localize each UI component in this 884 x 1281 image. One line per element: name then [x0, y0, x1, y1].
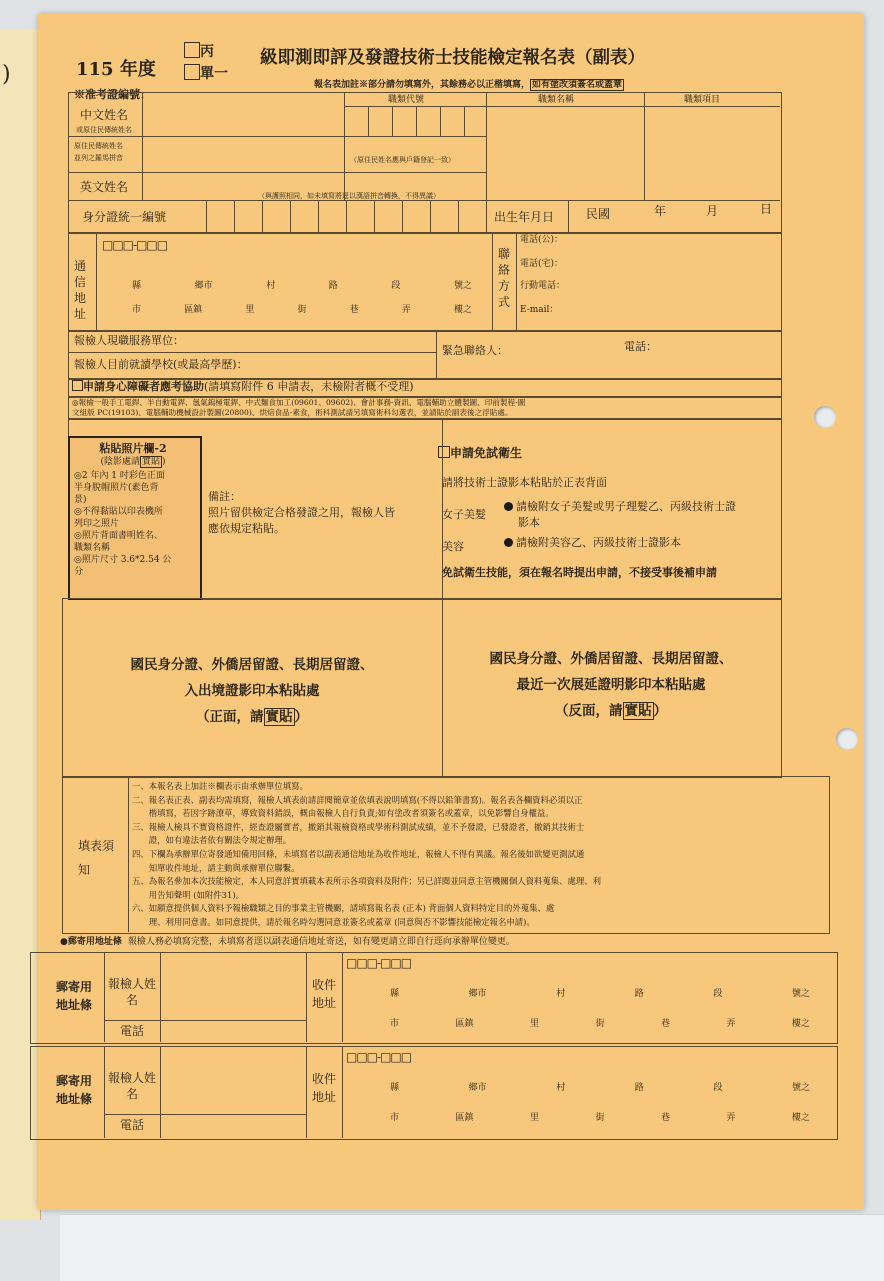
mailing-header: ●郵寄用地址條 報檢人務必填寫完整，未填寫者逕以副表通信地址寄送，如有變更請立即自行逕向承辦單位變更。: [60, 937, 515, 947]
page-bottom-margin: [60, 1214, 884, 1281]
mailing-strip-2-phone-label: 電話: [119, 1118, 144, 1132]
hygiene-beauty-label: 美容: [442, 540, 464, 553]
adjacent-page-paren: ): [2, 62, 11, 87]
id-back-line-2: 最近一次展延證明影印本粘貼處: [516, 677, 706, 693]
mailing-strip-2-postal[interactable]: □□□-□□□: [346, 1050, 412, 1064]
birth-date-label: 出生年月日: [494, 210, 555, 224]
birth-date-input[interactable]: [624, 202, 774, 230]
hygiene-checkbox[interactable]: [438, 446, 450, 458]
photo-remark-line-2: 應依規定粘貼。: [208, 522, 285, 535]
chinese-name-label: 中文姓名: [80, 108, 129, 122]
option-c[interactable]: 丙: [184, 42, 214, 62]
stamp-note: 如有塗改須簽名或蓋章: [532, 80, 623, 90]
ticket-number-label: ※准考證編號：: [74, 88, 151, 101]
id-front-line-1: 國民身分證、外僑居留證、長期居留證、: [130, 657, 374, 673]
mailing-strip-2-row-1: 縣 鄉市 村 路 段 號之: [390, 1083, 810, 1093]
address-postal-boxes[interactable]: □□□-□□□: [102, 238, 168, 252]
disability-checkbox[interactable]: [72, 380, 83, 391]
mailing-strip-1-recv-label: 收件地址: [311, 978, 336, 1010]
contact-input[interactable]: [594, 234, 774, 324]
photo-instructions: ◎2 年內 1 吋彩色正面 半身脫帽照片(素色背 景) ◎不得黏貼以印表機所 列印之照片 ◎照片背面書明姓名、 職類名稱 ◎照片尺寸 3.6*2.54 公 分: [74, 471, 172, 577]
id-number-input[interactable]: [208, 202, 484, 230]
id-front-line-3: （正面，請 實貼 ）: [196, 709, 308, 725]
mailing-strip-1-postal[interactable]: □□□-□□□: [346, 956, 412, 970]
computer-note-line-1: ◎報檢一般手工電銲、半自動電銲、氬氣鎢極電銲、中式麵食加工(09601、09602)、會計事務-資訊、電腦輔助立體製圖、印前製程-圖: [72, 398, 526, 407]
birth-year-label: 年: [654, 204, 667, 218]
email-label: E-mail：: [520, 305, 559, 315]
mobile-label: 行動電話：: [520, 281, 566, 291]
mailing-strip-2-label: 郵寄用地址條: [55, 1074, 92, 1106]
employer-input[interactable]: [204, 332, 432, 350]
job-code-header: 職類代號: [388, 95, 425, 105]
disability-option[interactable]: 申請身心障礙者應考協助(請填寫附件 6 申請表，未檢附者概不受理): [72, 380, 414, 394]
mailing-strip-2-recv-label: 收件地址: [311, 1072, 336, 1104]
mailing-strip-1-row-1: 縣 鄉市 村 路 段 號之: [390, 989, 810, 999]
id-number-label: 身分證統一編號: [82, 210, 167, 224]
mailing-strip-1-row-2: 市 區鎮 里 街 巷 弄 樓之: [390, 1019, 810, 1029]
mailing-strip-1-phone-input[interactable]: [162, 1022, 304, 1040]
english-name-label: 英文姓名: [80, 180, 129, 194]
mailing-strip-1-label: 郵寄用地址條: [55, 980, 92, 1012]
option-c-checkbox[interactable]: [184, 42, 200, 58]
bullet-icon: [504, 538, 513, 547]
address-row-1: 縣 鄉市 村 路 段 號之: [132, 281, 472, 291]
header-note: 報名表加註※部分請勿填寫外，其餘務必以正楷填寫， 如有塗改須簽名或蓋章: [314, 80, 623, 90]
birth-era-label: 民國: [586, 207, 611, 221]
mailing-strip-1-name-input[interactable]: [162, 954, 304, 1018]
mailing-strip-2-name-input[interactable]: [162, 1048, 304, 1112]
photo-subtitle: (陰影處請 實貼 ): [100, 457, 166, 467]
indigenous-name-input[interactable]: [146, 138, 482, 170]
mailing-strip-1-phone-label: 電話: [119, 1024, 144, 1038]
option-single-checkbox[interactable]: [184, 64, 200, 80]
instructions-label: 填表須知: [78, 839, 115, 877]
indigenous-roman-label: 並列之羅馬拼音: [74, 154, 123, 162]
punch-hole-bottom: [836, 728, 858, 750]
bullet-icon: [504, 502, 513, 511]
address-row-2: 市 區鎮 里 街 巷 弄 樓之: [132, 305, 472, 315]
emergency-phone-label: 電話：: [624, 340, 657, 353]
photo-remark-label: 備註：: [208, 490, 241, 503]
mailing-strip-2-name-label: 報檢人姓名: [108, 1071, 157, 1101]
emergency-contact-label: 緊急聯絡人：: [442, 344, 508, 357]
address-label: 通信地址: [74, 259, 87, 321]
instructions-list: 一、本報名表上加註※欄表示由承辦單位填寫。 二、報名表正表、副表均需填寫，報檢人填表前請詳閱簡章並依填表說明填寫(不得以鉛筆書寫)。報名表各欄資料必須以正 楷填寫，若因字跡潦草，導致資料錯誤，概由報檢人自行負責;如有塗改者須簽名或蓋章，以免影響自身權益。 三、報檢人檢具不實資格證件，經查證屬實者，撤銷其報檢資格或學術科測試成績，並不予發證，已發證者，撤銷其技術士 證，如有違法者依有關法令規定辦理。 四、下欄為承辦單位寄發通知備用回條，未填寫者以副表通信地址為收件地址，報檢人不得有異議。報名後如欲變更測試通 知單收件地址，請主動與承辦單位聯繫。 五、為報名參加本次技能檢定，本人同意詳實填載本表所示各項資料及附件；另已詳閱並同意主管機關個人資料蒐集、處理、利 用告知聲明 (如附件31)。 六、如願意提供個人資料予報檢職類之目的事業主管機關，請填寫報名表 (正本) 背面個人資料特定目的外蒐集、處 理、利用同意書。如同意提供，請於報名時勾選同意並簽名或蓋章 (同意與否不影響技能檢定報名申請)。: [132, 781, 601, 927]
phone-office-label: 電話(公)：: [520, 235, 564, 245]
application-form-sheet: [38, 14, 864, 1210]
address-input[interactable]: [100, 256, 488, 326]
phone-home-label: 電話(宅)：: [520, 259, 564, 269]
employer-label: 報檢人現職服務單位：: [74, 334, 184, 347]
chinese-name-input[interactable]: [146, 110, 340, 134]
birth-month-label: 月: [706, 204, 719, 218]
mailing-strip-1-name-label: 報檢人姓名: [108, 977, 157, 1007]
birth-day-label: 日: [760, 202, 773, 216]
photo-title: 粘貼照片欄-2: [99, 442, 167, 455]
hygiene-hair-text-2: 影本: [518, 516, 540, 529]
hygiene-hair-text: 請檢附女子美髮或男子理髮乙、丙級技術士證: [504, 500, 736, 514]
english-name-input[interactable]: [146, 174, 482, 198]
punch-hole-top: [814, 406, 836, 428]
id-front-line-2: 入出境證影印本粘貼處: [184, 683, 320, 699]
hygiene-beauty-text: 請檢附美容乙、丙級技術士證影本: [504, 536, 681, 550]
school-input[interactable]: [278, 356, 432, 374]
computer-note-line-2: 文組版 PC(19103)、電腦輔助機械設計製圖(20800)、烘焙食品-素食，術科測試請另填寫術科勾選表，並請貼於副表後之浮貼處。: [72, 408, 513, 417]
hygiene-exemption-option[interactable]: 申請免試衛生: [438, 446, 522, 461]
form-year: 115 年度: [76, 59, 156, 80]
indigenous-name-label: 原住民傳統姓名: [74, 142, 123, 150]
hygiene-warning: 免試衛生技能，須在報名時提出申請，不接受事後補申請: [442, 566, 717, 579]
photo-remark-line-1: 照片留供檢定合格發證之用，報檢人皆: [208, 506, 395, 519]
mailing-strip-2-row-2: 市 區鎮 里 街 巷 弄 樓之: [390, 1113, 810, 1123]
form-title: 級即測即評及發證技術士技能檢定報名表（副表）: [260, 48, 645, 68]
job-name-header: 職類名稱: [538, 95, 575, 105]
option-single[interactable]: 單一: [184, 64, 228, 84]
english-name-note: （與護照相同，如未填寫將逕以漢語拼音轉換，不得異議）: [258, 192, 440, 200]
hygiene-hair-label: 女子美髮: [442, 508, 486, 521]
id-back-line-1: 國民身分證、外僑居留證、長期居留證、: [489, 651, 733, 667]
contact-label: 聯絡方式: [498, 247, 511, 309]
school-label: 報檢人目前就讀學校(或最高學歷)：: [74, 358, 248, 371]
mailing-strip-2-phone-input[interactable]: [162, 1116, 304, 1134]
indigenous-note: （原住民姓名應與戶籍登記一致）: [350, 156, 455, 164]
job-item-header: 職類項目: [684, 95, 721, 105]
hygiene-instruction: 請將技術士證影本粘貼於正表背面: [442, 476, 607, 489]
chinese-name-sublabel: 或原住民傳統姓名: [76, 126, 132, 134]
id-back-line-3: （反面，請 實貼 ）: [555, 703, 667, 719]
